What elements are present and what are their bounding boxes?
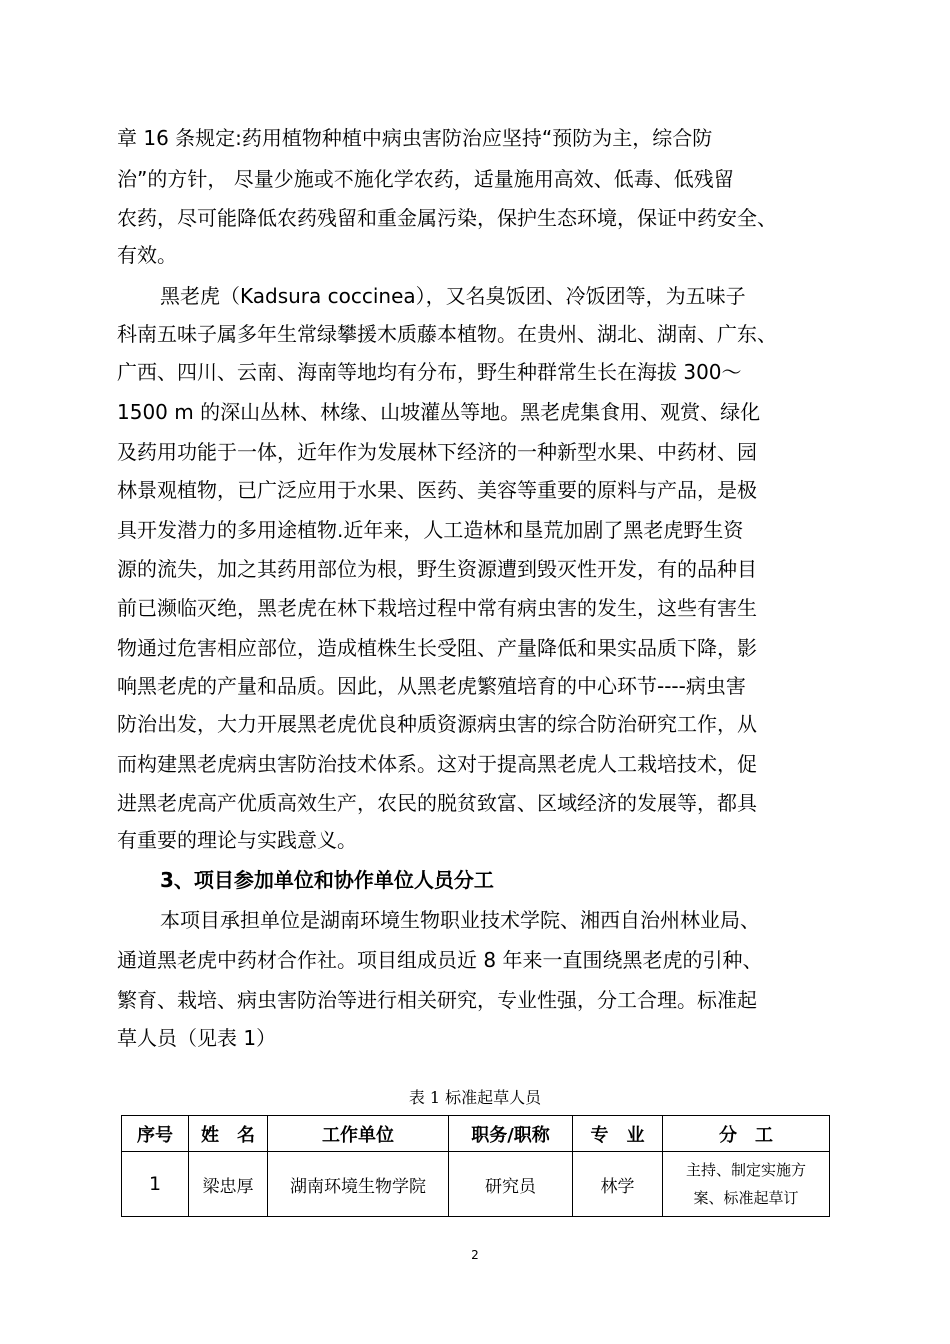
table-header-row xyxy=(122,1116,830,1152)
text-line: 繁育、栽培、病虫害防治等进行相关研究，专业性强，分工合理。标准起 xyxy=(117,988,757,1012)
header-cell: 职务/职称 xyxy=(449,1116,573,1152)
text-line: 响黑老虎的产量和品质。因此，从黑老虎繁殖培育的中心环节----病虫害 xyxy=(117,674,746,698)
table-cell: 梁忠厚 xyxy=(189,1152,268,1217)
header-cell: 序号 xyxy=(122,1116,189,1152)
text-line: 物通过危害相应部位，造成植株生长受阻、产量降低和果实品质下降，影 xyxy=(117,636,757,660)
text-line: 具开发潜力的多用途植物.近年来，人工造林和垦荒加剧了黑老虎野生资 xyxy=(117,518,744,542)
text-line: 本项目承担单位是湖南环境生物职业技术学院、湘西自治州林业局、 xyxy=(160,908,760,932)
table-cell: 研究员 xyxy=(449,1152,573,1217)
text-line: 进黑老虎高产优质高效生产，农民的脱贫致富、区域经济的发展等，都具 xyxy=(117,791,757,815)
text-line: 科南五味子属多年生常绿攀援木质藤本植物。在贵州、湖北、湖南、广东、 xyxy=(117,322,777,346)
text-line: 源的流失，加之其药用部位为根，野生资源遭到毁灭性开发，有的品种目 xyxy=(117,557,757,581)
text-line: 治”的方针， 尽量少施或不施化学农药，适量施用高效、低毒、低残留 xyxy=(117,167,734,191)
text-line: 章 16 条规定:药用植物种植中病虫害防治应坚持“预防为主，综合防 xyxy=(117,126,713,150)
text-line: 有重要的理论与实践意义。 xyxy=(117,828,357,852)
text-line: 草人员（见表 1） xyxy=(117,1026,277,1050)
header-cell: 工作单位 xyxy=(268,1116,449,1152)
page-number: 2 xyxy=(471,1248,479,1262)
drafters-table xyxy=(121,1115,830,1217)
text-line: 林景观植物，已广泛应用于水果、医药、美容等重要的原料与产品，是极 xyxy=(117,478,757,502)
text-line: 而构建黑老虎病虫害防治技术体系。这对于提高黑老虎人工栽培技术，促 xyxy=(117,752,757,776)
header-cell: 分 工 xyxy=(663,1116,830,1152)
table-row xyxy=(122,1152,830,1217)
table-cell: 林学 xyxy=(573,1152,663,1217)
text-line: 黑老虎（Kadsura coccinea），又名臭饭团、冷饭团等，为五味子 xyxy=(160,284,746,308)
header-cell: 专 业 xyxy=(573,1116,663,1152)
text-line: 防治出发，大力开展黑老虎优良种质资源病虫害的综合防治研究工作，从 xyxy=(117,712,757,736)
table-cell: 湖南环境生物学院 xyxy=(268,1152,449,1217)
section-heading: 3、项目参加单位和协作单位人员分工 xyxy=(160,868,494,892)
text-line: 前已濒临灭绝，黑老虎在林下栽培过程中常有病虫害的发生，这些有害生 xyxy=(117,596,757,620)
text-line: 1500 m 的深山丛林、林缘、山坡灌丛等地。黑老虎集食用、观赏、绿化 xyxy=(117,400,761,424)
text-line: 有效。 xyxy=(117,243,177,267)
text-line: 通道黑老虎中药材合作社。项目组成员近 8 年来一直围绕黑老虎的引种、 xyxy=(117,948,763,972)
text-line: 及药用功能于一体，近年作为发展林下经济的一种新型水果、中药材、园 xyxy=(117,440,757,464)
table-cell: 1 xyxy=(122,1152,189,1217)
table-cell: 主持、制定实施方案、标准起草订 xyxy=(663,1152,830,1217)
table-caption: 表 1 标准起草人员 xyxy=(408,1088,542,1107)
text-line: 农药，尽可能降低农药残留和重金属污染，保护生态环境，保证中药安全、 xyxy=(117,206,777,230)
text-line: 广西、四川、云南、海南等地均有分布，野生种群常生长在海拔 300～ xyxy=(117,360,742,384)
header-cell: 姓 名 xyxy=(189,1116,268,1152)
